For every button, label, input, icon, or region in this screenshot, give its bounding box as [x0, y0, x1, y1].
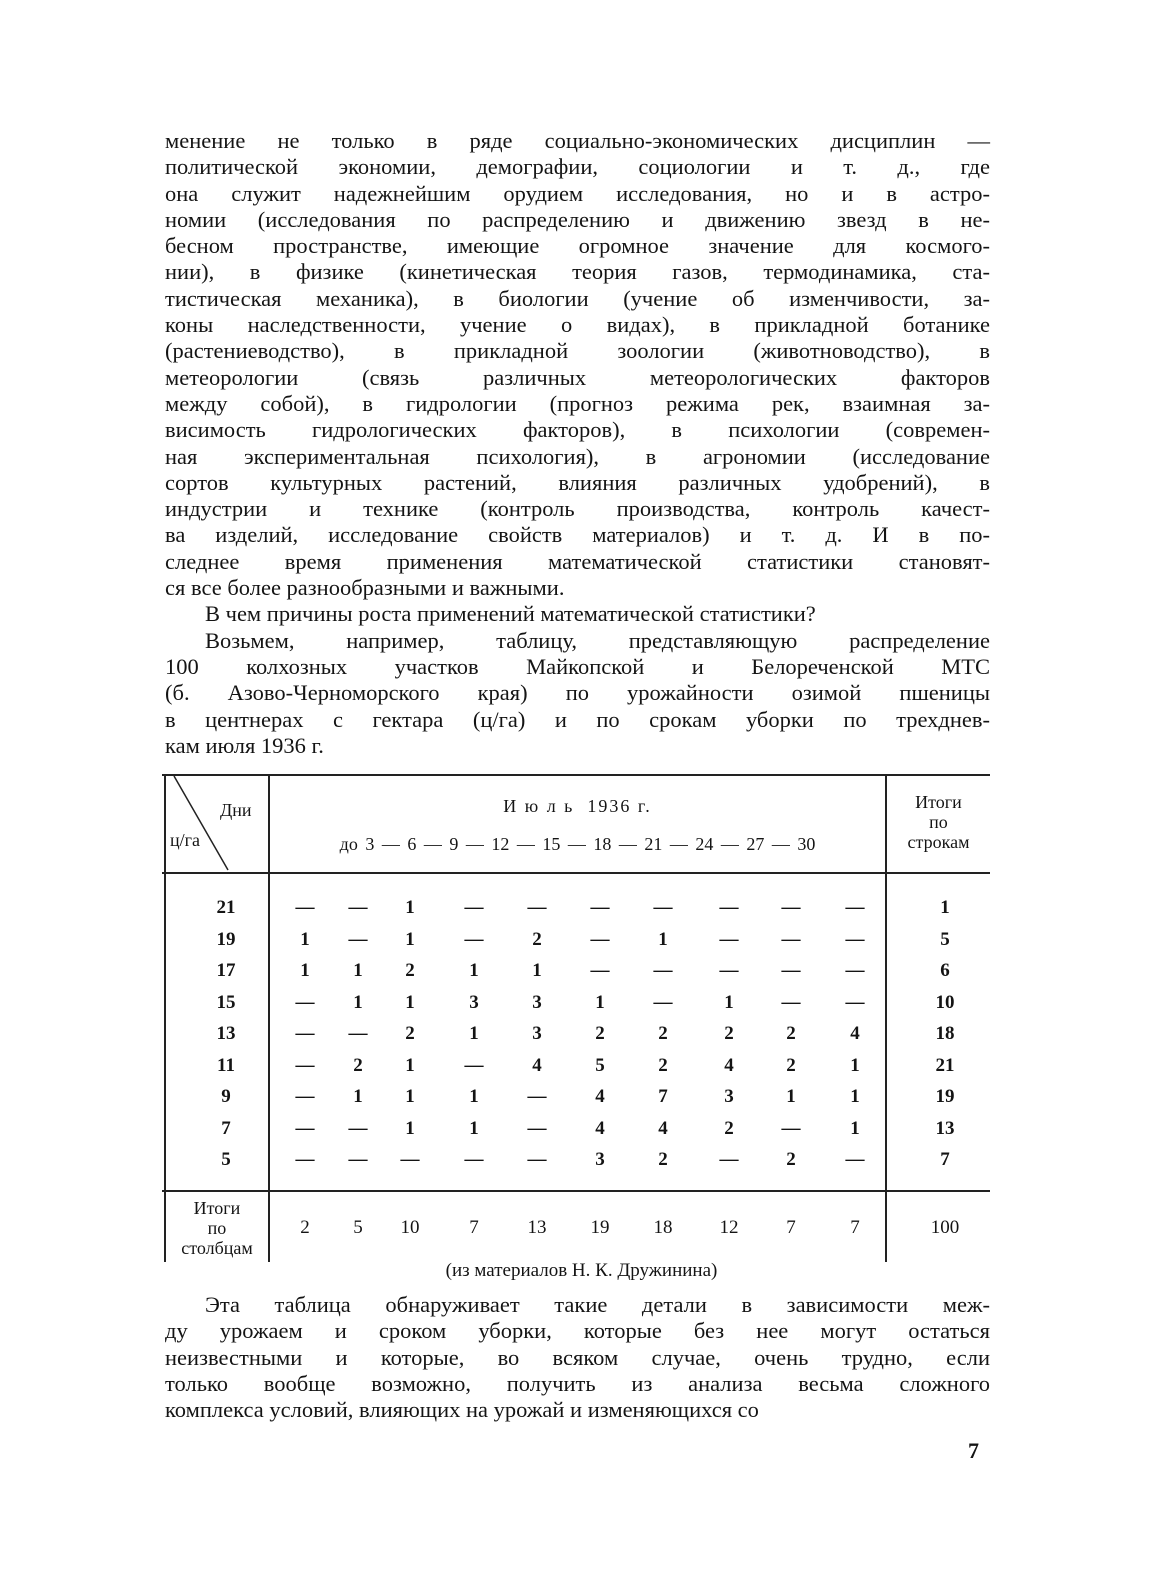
table-cell: 3: [532, 991, 542, 1013]
table-cell: 1: [850, 1054, 860, 1076]
table-cell: 1: [353, 960, 363, 981]
table-cell: —: [348, 1117, 368, 1139]
text-line: коны наследственности, учение о видах), в прикладной ботанике: [165, 312, 990, 338]
body-text-top: [165, 128, 990, 759]
table-totals-rule: [162, 1190, 990, 1192]
table-cell: 1: [353, 991, 363, 1013]
row-total: 10: [935, 991, 955, 1013]
table-cell: —: [295, 1054, 315, 1076]
table-cell: 1: [469, 1023, 479, 1044]
row-yield-label: 17: [216, 960, 236, 981]
table-cell: 3: [724, 1086, 734, 1107]
table-cell: 4: [595, 1117, 605, 1139]
row-totals-header: [887, 792, 990, 852]
row-totals-header-line: строкам: [907, 832, 970, 852]
table-cell: 4: [595, 1086, 605, 1107]
text-line: в центнерах с гектара (ц/га) и по срокам уборки по трехднев-: [165, 706, 990, 732]
table-cell: —: [845, 897, 865, 918]
row-yield-label: 19: [216, 928, 236, 950]
table-cell: —: [295, 897, 315, 918]
table-cell: 1: [300, 960, 310, 981]
text-line: только вообще возможно, получить из анализа весьма сложного: [165, 1370, 990, 1396]
column-total: 13: [527, 1217, 547, 1238]
table-cell: 2: [786, 1149, 796, 1170]
column-total: 7: [786, 1217, 796, 1238]
row-total: 18: [935, 1023, 955, 1044]
column-total: 10: [400, 1217, 420, 1238]
table-cell: 1: [405, 1054, 415, 1076]
table-cell: 1: [786, 1086, 796, 1107]
text-line: В чем причины роста применений математической статистики?: [205, 601, 816, 627]
text-line: тистическая механика), в биологии (учение об изменчивости, за-: [165, 285, 990, 311]
table-cell: 2: [405, 1023, 415, 1044]
table-cell: —: [845, 991, 865, 1013]
table-cell: 1: [405, 991, 415, 1013]
table-cell: —: [653, 991, 673, 1013]
text-line: индустрии и технике (контроль производства, контроль качест-: [165, 496, 990, 522]
yield-harvest-table: [160, 772, 990, 1262]
month-header: И ю л ь 1936 г.: [503, 796, 652, 816]
table-cell: —: [464, 1149, 484, 1170]
text-line: неизвестными и которые, во всяком случае, очень трудно, если: [165, 1344, 990, 1370]
table-cell: 1: [300, 928, 310, 950]
table-cell: —: [348, 897, 368, 918]
table-cell: —: [719, 960, 739, 981]
table-cell: —: [464, 928, 484, 950]
table-cell: 1: [405, 897, 415, 918]
table-cell: 2: [786, 1054, 796, 1076]
table-cell: 3: [532, 1023, 542, 1044]
table-cell: 2: [658, 1149, 668, 1170]
col-totals-label-line: столбцам: [181, 1238, 253, 1258]
text-line: ду урожаем и сроком уборки, которые без нее могут остаться: [165, 1318, 990, 1344]
table-cell: —: [295, 1117, 315, 1139]
text-line: (растениеводство), в прикладной зоологии (животноводство), в: [165, 338, 990, 364]
table-cell: 2: [595, 1023, 605, 1044]
table-cell: 1: [405, 928, 415, 950]
table-cell: 1: [469, 960, 479, 981]
table-cell: —: [719, 928, 739, 950]
column-total: 7: [850, 1217, 860, 1238]
table-cell: —: [781, 960, 801, 981]
row-totals-header-line: по: [929, 812, 948, 832]
table-cell: —: [527, 1117, 547, 1139]
text-line: менение не только в ряде социально-экономических дисциплин —: [165, 128, 990, 153]
text-line: ва изделий, исследование свойств материалов) и т. д. И в по-: [165, 522, 990, 548]
text-line: (б. Азово-Черноморского края) по урожайности озимой пшеницы: [165, 680, 990, 706]
row-total: 21: [935, 1054, 955, 1076]
text-line: сортов культурных растений, влияния различных удобрений), в: [165, 469, 990, 495]
table-cell: 1: [532, 960, 542, 981]
row-yield-label: 7: [221, 1117, 231, 1139]
table-caption: (из материалов Н. К. Дружинина): [445, 1260, 718, 1281]
row-total: 13: [935, 1117, 955, 1139]
table-cell: —: [845, 960, 865, 981]
table-cell: —: [653, 960, 673, 981]
row-total: 5: [940, 928, 950, 950]
text-line: висимость гидрологических факторов), в психологии (современ-: [165, 417, 990, 443]
table-cell: —: [295, 991, 315, 1013]
table-cell: —: [781, 928, 801, 950]
text-line: политической экономии, демографии, социологии и т. д., где: [165, 154, 990, 180]
table-cell: 2: [405, 960, 415, 981]
text-line: бесном пространстве, имеющие огромное значение для космого-: [165, 233, 990, 259]
table-cell: —: [527, 897, 547, 918]
text-line: комплекса условий, влияющих на урожай и изменяющихся со: [165, 1397, 759, 1423]
table-cell: 1: [469, 1117, 479, 1139]
table-cell: 4: [850, 1023, 860, 1044]
text-line: ная экспериментальная психология), в агрономии (исследование: [165, 443, 990, 469]
column-total: 12: [719, 1217, 739, 1238]
table-cell: 7: [658, 1086, 668, 1107]
column-total: 7: [469, 1217, 479, 1238]
table-cell: —: [653, 897, 673, 918]
table-top-rule: [162, 774, 990, 776]
table-cell: 3: [469, 991, 479, 1013]
column-total: 19: [590, 1217, 610, 1238]
table-cell: —: [527, 1086, 547, 1107]
table-cell: —: [781, 1117, 801, 1139]
row-total: 7: [940, 1149, 950, 1170]
table-cell: —: [527, 1149, 547, 1170]
table-cell: —: [781, 991, 801, 1013]
table-cell: —: [400, 1149, 420, 1170]
table-cell: —: [295, 1149, 315, 1170]
row-yield-label: 15: [216, 991, 236, 1013]
table-cell: —: [295, 1086, 315, 1107]
text-line: кам июля 1936 г.: [165, 732, 324, 758]
table-cell: —: [464, 897, 484, 918]
table-cell: 1: [850, 1086, 860, 1107]
table-cell: 2: [353, 1054, 363, 1076]
table-cell: —: [590, 960, 610, 981]
table-cell: 1: [405, 1117, 415, 1139]
table-cell: 2: [658, 1023, 668, 1044]
table-cell: —: [348, 1023, 368, 1044]
table-cell: 1: [850, 1117, 860, 1139]
periods-header: до 3 — 6 — 9 — 12 — 15 — 18 — 21 — 24 — 27 — 30: [339, 834, 816, 854]
col-totals-label: [166, 1198, 268, 1258]
table-cell: 1: [595, 991, 605, 1013]
table-cell: —: [348, 928, 368, 950]
col-totals-label-line: Итоги: [193, 1198, 241, 1218]
table-cell: —: [781, 897, 801, 918]
row-yield-label: 21: [216, 897, 236, 918]
row-totals-header-line: Итоги: [915, 792, 962, 812]
column-total: 2: [300, 1217, 310, 1238]
table-cell: 4: [658, 1117, 668, 1139]
table-cell: 2: [786, 1023, 796, 1044]
row-yield-label: 5: [221, 1149, 231, 1170]
table-cell: —: [464, 1054, 484, 1076]
table-cell: 1: [469, 1086, 479, 1107]
table-cell: 1: [353, 1086, 363, 1107]
row-total: 6: [940, 960, 950, 981]
table-cell: —: [348, 1149, 368, 1170]
table-cell: —: [719, 1149, 739, 1170]
table-cell: 4: [532, 1054, 542, 1076]
text-line: ся все более разнообразными и важными.: [165, 575, 565, 601]
text-line: между собой), в гидрологии (прогноз режима рек, взаимная за-: [165, 390, 990, 416]
table-cell: 3: [595, 1149, 605, 1170]
row-total: 1: [940, 897, 950, 918]
table-cell: 1: [724, 991, 734, 1013]
row-total: 19: [935, 1086, 955, 1107]
table-cell: 2: [724, 1117, 734, 1139]
text-line: номии (исследования по распределению и движению звезд в не-: [165, 206, 990, 232]
table-cell: 4: [724, 1054, 734, 1076]
grand-total: 100: [930, 1217, 960, 1238]
text-line: метеорологии (связь различных метеорологических факторов: [165, 364, 990, 390]
corner-diagonal: [160, 772, 270, 874]
table-cell: —: [590, 897, 610, 918]
table-cell: 1: [658, 928, 668, 950]
text-line: Эта таблица обнаруживает такие детали в зависимости меж-: [205, 1292, 990, 1317]
text-line: 100 колхозных участков Майкопской и Белореченской МТС: [165, 653, 990, 679]
text-line: нии), в физике (кинетическая теория газов, термодинамика, ста-: [165, 259, 990, 285]
corner-days-label: Дни: [220, 800, 252, 820]
column-total: 5: [353, 1217, 363, 1238]
table-cell: 2: [532, 928, 542, 950]
table-cell: 2: [724, 1023, 734, 1044]
table-header-rule: [162, 872, 990, 874]
col-totals-label-line: по: [207, 1218, 227, 1238]
column-total: 18: [653, 1217, 673, 1238]
text-line: она служит надежнейшим орудием исследования, но и в астро-: [165, 180, 990, 206]
corner-yield-label: ц/га: [170, 830, 201, 850]
table-cell: —: [295, 1023, 315, 1044]
row-yield-label: 9: [221, 1086, 231, 1107]
table-cell: —: [590, 928, 610, 950]
table-cell: 5: [595, 1054, 605, 1076]
page-number: 7: [968, 1438, 979, 1463]
table-cell: —: [845, 1149, 865, 1170]
text-line: следнее время применения математической статистики становят-: [165, 548, 990, 574]
body-text-bottom: [165, 1292, 990, 1423]
row-yield-label: 11: [217, 1054, 235, 1076]
table-cell: —: [845, 928, 865, 950]
table-cell: —: [719, 897, 739, 918]
text-line: Возьмем, например, таблицу, представляющую распределение: [205, 627, 990, 653]
table-cell: 1: [405, 1086, 415, 1107]
table-cell: 2: [658, 1054, 668, 1076]
row-yield-label: 13: [216, 1023, 236, 1044]
